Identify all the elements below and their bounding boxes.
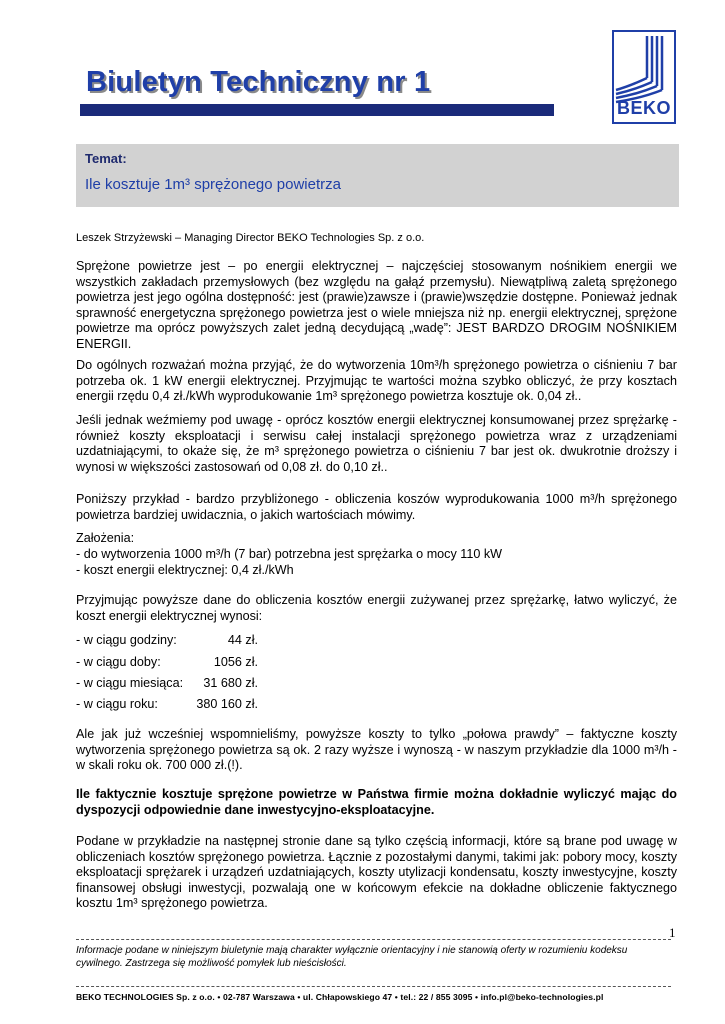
paragraph-intro: Sprężone powietrze jest – po energii elektrycznej – najczęściej stosowanym nośnikiem energii we wszystkich zakładach przemysłowych (bez względu na gałąź przemysłu). Niewątpliwą zaletą sprężonego powietrza jest jego ogólna dostępność: jest (prawie)zawsze i (prawie)wszędzie dostępne. Ponieważ jednak sprawność energetyczna sprężonego powietrza jest o wiele mniejsza niż np. energii elektrycznej, sprężone powietrze ma oprócz powyższych zalet jedną decydującą „wadę”: JEST BARDZO DROGIM NOŚNIKIEM ENERGII.: [76, 259, 677, 351]
cost-period-label: - w ciągu miesiąca:: [76, 676, 184, 690]
footer-divider: [76, 939, 671, 940]
cost-period-label: - w ciągu godziny:: [76, 633, 177, 647]
paragraph-bold-note: Ile faktycznie kosztuje sprężone powietrze w Państwa firmie można dokładnie wyliczyć mając do dyspozycji odpowiednie dane inwestycyjno-eksploatacyjne.: [76, 787, 677, 817]
paragraph-operating-costs: Jeśli jednak weźmiemy pod uwagę - oprócz kosztów energii elektrycznej konsumowanej przez sprężarkę - również koszty eksploatacji i serwisu całej instalacji sprężonego powietrza wraz z urządzeniami uzdatniającymi, to okaże się, że m³ sprężonego powietrza o ciśnieniu 7 bar jest ok. dwukrotnie droższy i wynosi w większości zastosowań od 0,08 zł. do 0,10 zł..: [76, 413, 677, 474]
page-title: Biuletyn Techniczny nr 1: [86, 66, 431, 98]
beko-logo-text: BEKO: [616, 98, 671, 118]
footer-divider: [76, 986, 671, 987]
cost-row: [76, 633, 258, 648]
assumption-item: - do wytworzenia 1000 m³/h (7 bar) potrzebna jest sprężarka o mocy 110 kW: [76, 547, 503, 561]
paragraph-half-truth: Ale jak już wcześniej wspomnieliśmy, powyższe koszty to tylko „połowa prawdy” – faktyczne koszty wytworzenia sprężonego powietrza są ok. 2 razy wyższe i wynoszą - w naszym przykładzie dla 1000 m³/h - w skali roku ok. 700 000 zł.(!).: [76, 727, 677, 773]
topic-text: Ile kosztuje 1m³ sprężonego powietrza: [85, 176, 341, 193]
assumption-item: - koszt energii elektrycznej: 0,4 zł./kWh: [76, 563, 294, 577]
page-number: 1: [669, 925, 676, 940]
paragraph-next-page: Podane w przykładzie na następnej stronie dane są tylko częścią informacji, które są brane pod uwagę w obliczeniach kosztów sprężonego powietrza. Łącznie z pozostałymi danymi, takimi jak: pobory mocy, koszty eksploatacji sprężarek i urządzeń uzdatniających, koszty utylizacji kondensatu, koszty inwestycyjne, koszty finansowej obsługi inwestycji, pozwalają one w końcowym efekcie na dokładne obliczenie faktycznego kosztu 1m³ sprężonego powietrza.: [76, 834, 677, 911]
cost-value: 44 zł.: [227, 633, 258, 647]
paragraph-example: Poniższy przykład - bardzo przybliżonego - obliczenia koszów wyprodukowania 1000 m³/h sprężonego powietrza bardziej uwidacznia, o jakich wartościach mówimy.: [76, 492, 677, 522]
assumptions-title: Założenia:: [76, 531, 135, 545]
topic-box: [76, 144, 679, 207]
cost-row: [76, 676, 258, 691]
cost-period-label: - w ciągu doby:: [76, 655, 161, 669]
paragraph-basic-calc: Do ogólnych rozważań można przyjąć, że do wytworzenia 10m³/h sprężonego powietrza o ciśnieniu 7 bar potrzeba ok. 1 kW energii elektrycznej. Przyjmując te wartości można szybko obliczyć, że przy kosztach energii rzędu 0,4 zł./kWh wyprodukowanie 1m³ sprężonego powietrza kosztuje ok. 0,04 zł..: [76, 358, 677, 404]
cost-period-label: - w ciągu roku:: [76, 697, 158, 711]
cost-value: 380 160 zł.: [196, 697, 258, 711]
cost-value: 31 680 zł.: [203, 676, 258, 690]
cost-row: [76, 655, 258, 670]
cost-value: 1056 zł.: [213, 655, 258, 669]
company-footer: BEKO TECHNOLOGIES Sp. z o.o. • 02-787 Warszawa • ul. Chłapowskiego 47 • tel.: 22 / 855 3095 • info.pl@beko-technologies.pl: [76, 992, 604, 1002]
disclaimer: Informacje podane w niniejszym biuletynie mają charakter wyłącznie orientacyjny i nie stanowią oferty w rozumieniu kodeksu cywilnego. Zastrzega się możliwość pomyłek lub nieścisłości.: [76, 945, 628, 969]
topic-label: Temat:: [85, 151, 127, 166]
title-underline-bar: [80, 104, 554, 116]
author-line: Leszek Strzyżewski – Managing Director BEKO Technologies Sp. z o.o.: [76, 232, 425, 244]
cost-row: [76, 697, 258, 712]
paragraph-energy-cost: Przyjmując powyższe dane do obliczenia kosztów energii zużywanej przez sprężarkę, łatwo wyliczyć, że koszt energii elektrycznej wynosi:: [76, 593, 677, 623]
